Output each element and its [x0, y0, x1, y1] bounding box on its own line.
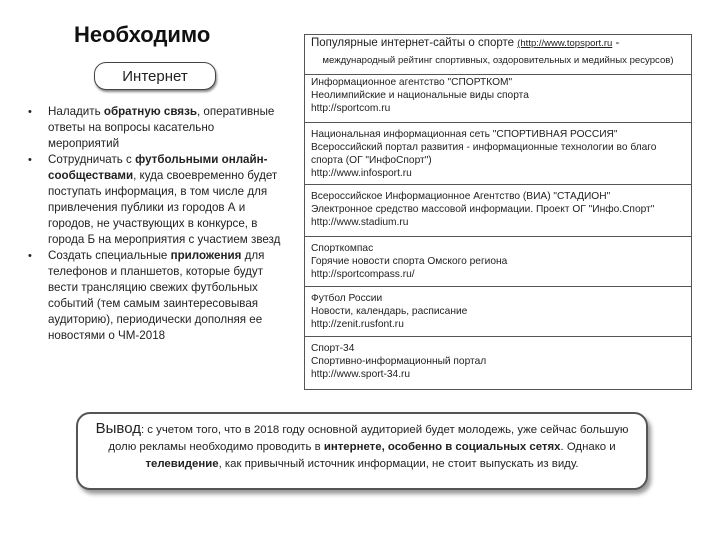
- site-description: спорта (ОГ "ИнфоСпорт"): [311, 155, 432, 166]
- table-row: [305, 185, 691, 237]
- site-name: Информационное агентство "СПОРТКОМ": [311, 77, 513, 88]
- table-header: Популярные интернет-сайты о спорте (http://www.topsport.ru - международный рейтинг спортивных, оздоровительных и медийных ресурсов): [305, 35, 691, 75]
- site-url[interactable]: http://www.sport-34.ru: [311, 369, 411, 380]
- site-description: Спортивно-информационный портал: [311, 356, 487, 367]
- recommendation-item: • Наладить обратную связь, оперативные ответы на вопросы касательно мероприятий: [28, 105, 275, 150]
- table-row: [305, 75, 691, 123]
- recommendation-item: • Создать специальные приложения для телефонов и планшетов, которые будут вести трансляцию свежих футбольных событий (тем самым заинтересовывая аудиторию), периодически дополняя ее новостями о ЧМ-2018: [28, 249, 265, 342]
- site-name: Всероссийское Информационное Агентство (ВИА) "СТАДИОН": [311, 191, 611, 202]
- site-description: Горячие новости спорта Омского региона: [311, 256, 508, 267]
- internet-label-text: Интернет: [122, 67, 188, 85]
- page-title: Необходимо: [74, 22, 211, 47]
- table-row: [305, 237, 691, 287]
- site-name: Национальная информационная сеть "СПОРТИВНАЯ РОССИЯ": [311, 129, 618, 140]
- site-url[interactable]: http://sportcom.ru: [311, 103, 391, 114]
- bullet-icon: •: [28, 250, 32, 262]
- site-description: Всероссийский портал развития - информационные технологии во благо: [311, 142, 657, 153]
- recommendations-list: [24, 104, 286, 344]
- site-name: Спорткомпас: [311, 243, 374, 254]
- site-url[interactable]: http://www.infosport.ru: [311, 168, 412, 179]
- site-description: Неолимпийские и национальные виды спорта: [311, 90, 529, 101]
- recommendation-item: • Сотрудничать с футбольными онлайн-сообществами, куда своевременно будет поступать информация, в том числе для привлечения публики из городов А и городов, не участвующих в конкурсе, в города Б на мероприятия с участием звезд: [28, 153, 281, 246]
- conclusion-lead: Вывод: [95, 420, 141, 437]
- table-header-title: Популярные интернет-сайты о спорте: [311, 37, 515, 49]
- topsport-link[interactable]: (http://www.topsport.ru: [517, 38, 613, 49]
- site-name: Спорт-34: [311, 343, 355, 354]
- table-header-subtitle: международный рейтинг спортивных, оздоровительных и медийных ресурсов): [322, 55, 674, 66]
- site-description: Электронное средство массовой информации. Проект ОГ "Инфо.Спорт": [311, 204, 655, 215]
- bullet-icon: •: [28, 106, 32, 118]
- site-url[interactable]: http://www.stadium.ru: [311, 217, 409, 228]
- site-description: Новости, календарь, расписание: [311, 306, 468, 317]
- table-row: [305, 337, 691, 389]
- site-url[interactable]: http://sportcompass.ru/: [311, 269, 415, 280]
- sports-sites-table: [304, 34, 692, 390]
- bullet-icon: •: [28, 154, 32, 166]
- internet-label: [94, 62, 216, 90]
- table-row: [305, 287, 691, 337]
- table-row: [305, 123, 691, 185]
- site-url[interactable]: http://zenit.rusfont.ru: [311, 319, 404, 330]
- site-name: Футбол России: [311, 293, 383, 304]
- conclusion-box: Вывод: с учетом того, что в 2018 году основной аудиторией будет молодежь, уже сейчас большую долю рекламы необходимо проводить в интернете, особенно в социальных сетях. Однако и телевидение, как привычный источник информации, не стоит выпускать из виду.: [76, 412, 648, 490]
